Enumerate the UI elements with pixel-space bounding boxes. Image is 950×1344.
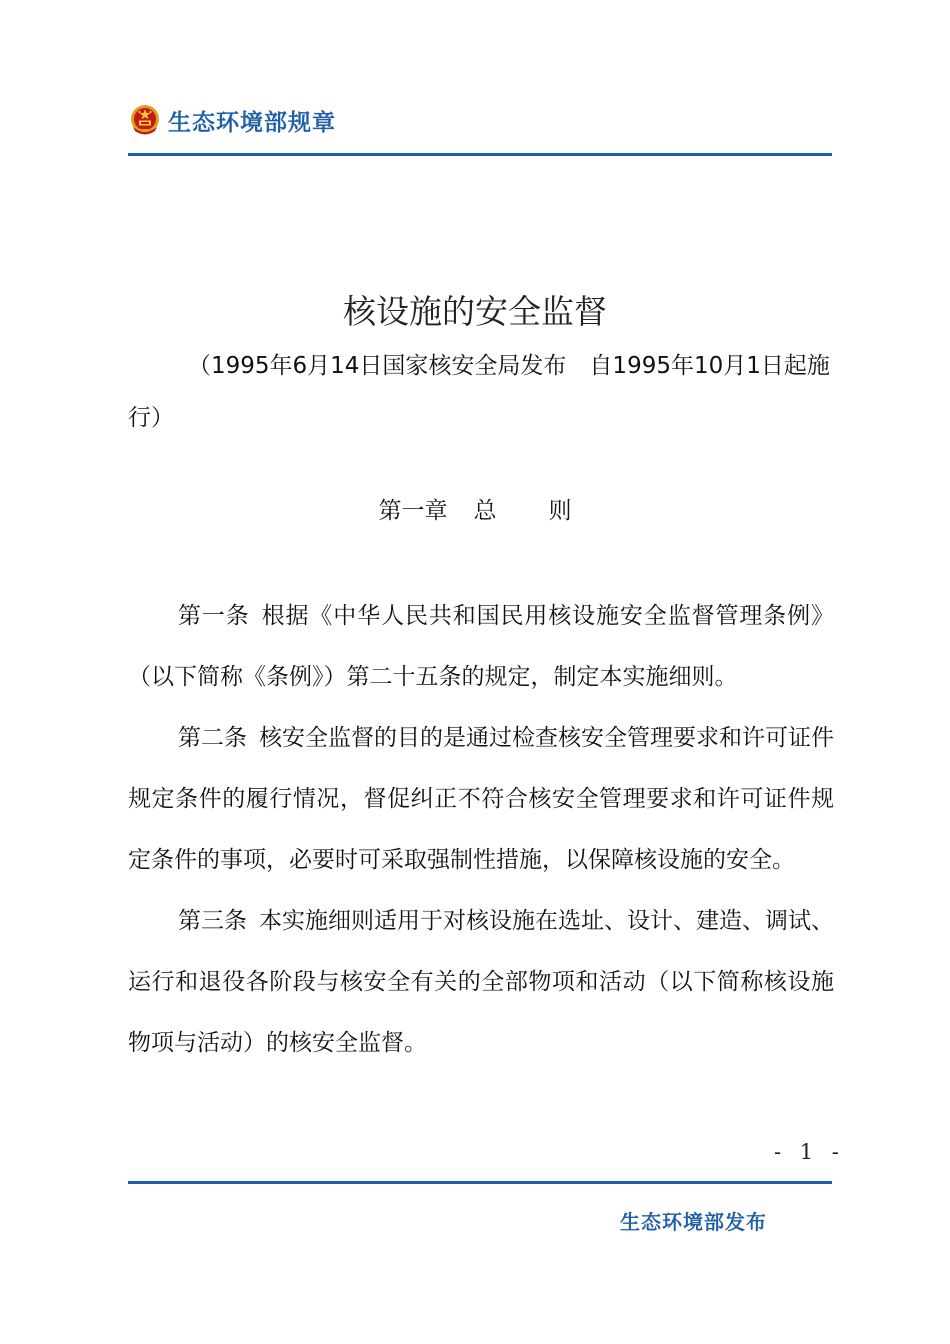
chapter-heading <box>0 494 950 528</box>
chapter-name-part2: 则 <box>548 498 572 524</box>
article-label: 第三条 <box>178 908 247 934</box>
header-brand <box>128 103 336 137</box>
article-label: 第一条 <box>178 603 250 629</box>
document-title: 核设施的安全监督 <box>343 292 607 331</box>
header-title: 生态环境部规章 <box>168 109 336 136</box>
article-3 <box>128 891 834 1074</box>
articles-body <box>128 586 834 1074</box>
national-emblem-icon <box>128 103 162 137</box>
article-2 <box>128 708 834 891</box>
chapter-name-part1: 总 <box>473 498 497 524</box>
header-divider <box>128 153 832 156</box>
document-subtitle: （1995年6月14日国家核安全局发布 自1995年10月1日起施行） <box>128 353 830 431</box>
footer-publisher: 生态环境部发布 <box>620 1210 767 1234</box>
footer-divider <box>128 1181 832 1184</box>
article-label: 第二条 <box>178 725 247 751</box>
article-text: 本实施细则适用于对核设施在选址、设计、建造、调试、运行和退役各阶段与核安全有关的全部物项和活动（以下简称核设施物项与活动）的核安全监督。 <box>128 908 834 1056</box>
article-1 <box>128 586 834 708</box>
page-number: - 1 - <box>774 1140 845 1164</box>
chapter-number: 第一章 <box>378 498 448 524</box>
article-text: 核安全监督的目的是通过检查核安全管理要求和许可证件规定条件的履行情况，督促纠正不符合核安全管理要求和许可证件规定条件的事项，必要时可采取强制性措施，以保障核设施的安全。 <box>128 725 834 873</box>
article-text: 根据《中华人民共和国民用核设施安全监督管理条例》（以下简称《条例》）第二十五条的规定，制定本实施细则。 <box>128 603 835 690</box>
